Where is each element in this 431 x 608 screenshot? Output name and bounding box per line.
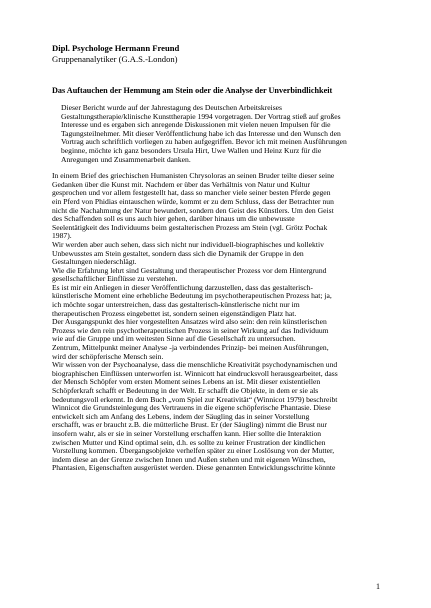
text-line: In einem Brief des griechischen Humanisten Chrysoloras an seinen Bruder teilte dieser seine bbox=[52, 171, 335, 181]
document-title: Das Auftauchen der Hemmung am Stein oder die Analyse der Unverbindlichkeit bbox=[52, 86, 333, 95]
text-line: Gestaltungstherapie/klinische Kunsttherapie 1994 vorgetragen. Der Vortrag stieß auf großes bbox=[61, 111, 341, 121]
page-number: 1 bbox=[376, 582, 380, 591]
text-line: Zentrum, Mittelpunkt meiner Analyse -ja verbindendes Prinzip- bei meinen Ausführungen, bbox=[52, 343, 329, 353]
author-affiliation: Gruppenanalytiker (G.A.S.-London) bbox=[52, 54, 178, 64]
text-line: wird der schöpferische Mensch sein. bbox=[52, 351, 164, 361]
text-line: Seelentätigkeit des Individuums beim gestalterischen Prozess am Stein (vgl. Grötz Pochak bbox=[52, 222, 328, 232]
body-paragraph bbox=[52, 318, 384, 344]
text-line: des Schaffenden soll es uns auch hier gehen, darüber hinaus um die unbewusste bbox=[52, 214, 295, 224]
text-line: wie auf die Gruppe und im weitesten Sinne auf die Gesellschaft zu untersuchen. bbox=[52, 334, 296, 344]
text-line: Prozess wie den rein psychotherapeutischen Prozess in seiner Wirkung auf das Individuum bbox=[52, 325, 329, 335]
text-line: Winnicot die Grundsteinlegung des Vertrauens in die eigene schöpferische Phantasie. Diese bbox=[52, 403, 331, 413]
text-line: beginne, möchte ich ganz besonders Ursula Hirt, Uwe Wallen und Heinz Kurz für die bbox=[61, 145, 322, 155]
text-line: biographischen Einflüssen unterworfen ist. Winnicott hat eindrucksvoll herausgearbeitet, dass bbox=[52, 368, 338, 378]
text-line: erschafft, was er braucht z.B. die mütterliche Brust. Er (der Säugling) nimmt die Brust nur bbox=[52, 420, 327, 430]
text-line: Wie die Erfahrung lehrt sind Gestaltung und therapeutischer Prozess vor dem Hintergrund bbox=[52, 265, 327, 275]
text-line: Wir werden aber auch sehen, dass sich nicht nur individuell-biographisches und kollektiv bbox=[52, 239, 324, 249]
text-line: Der Ausgangspunkt des hier vorgestellten Ansatzes wird also sein: den rein künstlerischen bbox=[52, 317, 327, 327]
body-paragraph bbox=[52, 284, 384, 318]
text-line: Phantasien, Eigenschaften ausgerüstet werden. Diese genannten Entwicklungsschritte könnte bbox=[52, 463, 336, 473]
text-line: gesprochen und vor allem festgestellt hat, dass so mancher viele seiner besten Pferde gegen bbox=[52, 188, 331, 198]
text-line: ein Pferd von Phidias eintauschen würde, kommt er zu dem Schluss, dass der Betrachter nun bbox=[52, 196, 334, 206]
text-line: künstlerische Moment eine erhebliche Bedeutung im psychotherapeutischen Prozess hat; ja, bbox=[52, 291, 332, 301]
text-line: gesellschaftlicher Einflüsse zu verstehen. bbox=[52, 274, 178, 284]
author-name: Dipl. Psychologe Hermann Freund bbox=[52, 43, 180, 53]
body-paragraph bbox=[52, 344, 384, 361]
text-line: Unbewusstes am Stein gestaltet, sondern dass sich die Dynamik der Gruppe in den bbox=[52, 248, 304, 258]
text-line: ich möchte sogar unterstreichen, dass das gestalterisch-künstlerische nicht nur im bbox=[52, 300, 300, 310]
text-line: Vortrag auch schriftlich vorliegen zu haben aufgegriffen. Bevor ich mit meinen Ausführungen bbox=[61, 137, 347, 147]
text-line: Anregungen und Zusammenarbeit danken. bbox=[61, 154, 191, 164]
text-line: entwickelt sich am Anfang des Lebens, indem der Säugling das in seiner Vorstellung bbox=[52, 411, 310, 421]
text-line: Es ist mir ein Anliegen in dieser Veröffentlichung darzustellen, dass das gestalterisch- bbox=[52, 282, 313, 292]
body-paragraph bbox=[52, 361, 384, 473]
text-line: Interesse und es ergaben sich anregende Diskussionen mit vielen neuen Impulsen für die bbox=[61, 120, 331, 130]
text-line: insofern wahr, als er sie in seiner Vorstellung erschaffen kann. Hier sollte die Interaktion bbox=[52, 428, 322, 438]
text-line: nicht die Nachahmung der Natur bewundert, sondern den Geist des Künstlers. Um den Geist bbox=[52, 205, 334, 215]
text-line: zwischen Mutter und Kind optimal sein, d.h. es sollte zu keiner Frustration der kindlichen bbox=[52, 437, 326, 447]
text-line: therapeutischen Prozess eingebettet ist, sondern seinen eigenständigen Platz hat. bbox=[52, 308, 297, 318]
text-line: 1987). bbox=[52, 231, 72, 241]
text-line: Vorstellung kommen. Übergangsobjekte verhelfen später zu einer Loslösung von der Mutter, bbox=[52, 446, 335, 456]
text-line: Wir wissen von der Psychoanalyse, dass die menschliche Kreativität psychodynamischen und bbox=[52, 360, 338, 370]
text-line: Gedanken über die Kunst mit. Nachdem er über das Verhältnis von Natur und Kultur bbox=[52, 179, 311, 189]
text-line: indem diese an der Grenze zwischen Innen und Außen stehen und mit eigenen Wünschen, bbox=[52, 454, 326, 464]
text-line: Dieser Bericht wurde auf der Jahrestagung des Deutschen Arbeitskreises bbox=[61, 103, 283, 112]
text-line: bedeutungsvoll erkennt. In dem Buch „vom Spiel zur Kreativität“ (Winnicot 1979) beschreibt bbox=[52, 394, 338, 404]
author-header bbox=[52, 43, 179, 65]
body-paragraph bbox=[52, 241, 384, 267]
text-line: der Mensch Schöpfer vom ersten Moment seines Lebens an ist. Mit dieser existentiellen bbox=[52, 377, 321, 387]
body-paragraph bbox=[52, 267, 384, 284]
text-line: Gestaltungen niederschlägt. bbox=[52, 257, 137, 267]
body-paragraph bbox=[61, 104, 384, 164]
document-body bbox=[52, 104, 384, 473]
text-line: Tagungsteilnehmer. Mit dieser Veröffentlichung habe ich das Interesse und den Wunsch den bbox=[61, 128, 341, 138]
text-line: Schöpferkraft schafft er Bedeutung in der Welt. Er schafft die Objekte, in dem er sie als bbox=[52, 386, 319, 395]
body-paragraph bbox=[52, 172, 384, 241]
